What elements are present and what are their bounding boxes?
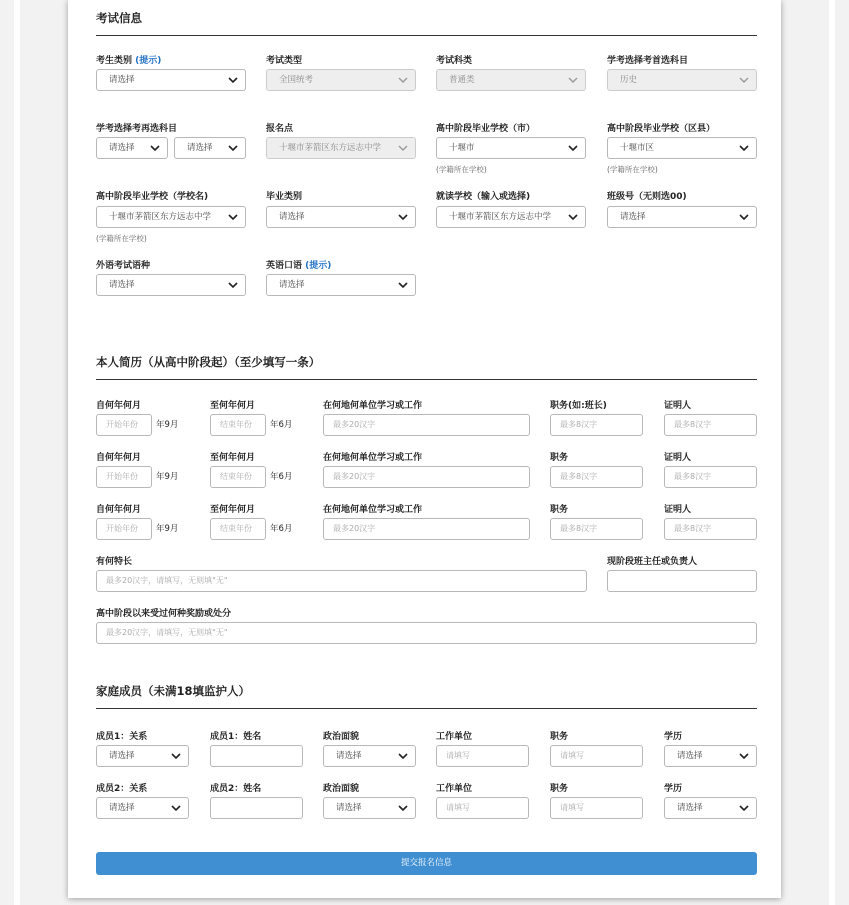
oral-english-hint-link[interactable]: (提示) — [305, 261, 332, 271]
chevron-down-icon — [398, 281, 408, 289]
member-relation-label: 成员1：关系 — [96, 732, 148, 742]
member-work-input[interactable]: 请填写 — [436, 797, 529, 819]
school-city-select[interactable]: 十堰市 — [436, 137, 586, 159]
school-name-note: (学籍所在学校) — [96, 234, 147, 243]
second-subject-label: 学考选择考再选科目 — [96, 124, 178, 134]
resume-from-year-input[interactable]: 开始年份 — [96, 414, 152, 436]
resume-from-label: 自何年何月 — [96, 505, 142, 515]
resume-to-label: 至何年何月 — [210, 401, 256, 411]
resume-witness-label: 证明人 — [664, 401, 692, 411]
resume-to-year-input[interactable]: 结束年份 — [210, 414, 266, 436]
member-edu-select[interactable]: 请选择 — [664, 797, 757, 819]
resume-place-label: 在何地何单位学习或工作 — [323, 453, 423, 463]
resume-from-label: 自何年何月 — [96, 453, 142, 463]
attend-school-label: 就读学校（输入或选择) — [436, 192, 531, 202]
member-relation-select[interactable]: 请选择 — [96, 797, 189, 819]
grad-type-select[interactable]: 请选择 — [266, 206, 416, 228]
chevron-down-icon — [739, 76, 749, 84]
school-name-select[interactable]: 十堰市茅箭区东方远志中学 — [96, 206, 246, 228]
member-duty-label: 职务 — [550, 732, 569, 742]
resume-witness-input[interactable]: 最多8汉字 — [664, 466, 757, 488]
chevron-down-icon — [171, 804, 181, 812]
teacher-label: 现阶段班主任或负责人 — [607, 557, 698, 567]
resume-from-year-input[interactable]: 开始年份 — [96, 518, 152, 540]
chevron-down-icon — [739, 144, 749, 152]
oral-english-label: 英语口语 (提示) — [266, 261, 332, 271]
resume-duty-input[interactable]: 最多8汉字 — [550, 414, 643, 436]
resume-witness-label: 证明人 — [664, 453, 692, 463]
exam-info-heading: 考试信息 — [96, 10, 757, 36]
right-page-rail — [829, 0, 835, 905]
chevron-down-icon — [150, 144, 160, 152]
resume-to-year-input[interactable]: 结束年份 — [210, 466, 266, 488]
resume-place-label: 在何地何单位学习或工作 — [323, 505, 423, 515]
chevron-down-icon — [171, 752, 181, 760]
venue-select: 十堰市茅箭区东方远志中学 — [266, 137, 416, 159]
member-name-input[interactable] — [210, 797, 303, 819]
chevron-down-icon — [739, 752, 749, 760]
from-month-suffix: 年9月 — [156, 524, 179, 534]
resume-duty-label: 职务 — [550, 453, 569, 463]
member-work-input[interactable]: 请填写 — [436, 745, 529, 767]
chevron-down-icon — [228, 144, 238, 152]
exam-type-label: 考试类型 — [266, 56, 303, 66]
resume-heading: 本人简历（从高中阶段起）（至少填写一条） — [96, 354, 757, 380]
from-month-suffix: 年9月 — [156, 420, 179, 430]
class-no-select[interactable]: 请选择 — [607, 206, 757, 228]
member-work-label: 工作单位 — [436, 732, 473, 742]
venue-label: 报名点 — [266, 124, 294, 134]
resume-witness-input[interactable]: 最多8汉字 — [664, 518, 757, 540]
chevron-down-icon — [228, 76, 238, 84]
exam-type-select: 全国统考 — [266, 69, 416, 91]
member-political-select[interactable]: 请选择 — [323, 797, 416, 819]
chevron-down-icon — [398, 752, 408, 760]
chevron-down-icon — [568, 144, 578, 152]
school-district-note: (学籍所在学校) — [607, 165, 658, 174]
school-name-label: 高中阶段毕业学校（学校名) — [96, 192, 209, 202]
attend-school-select[interactable]: 十堰市茅箭区东方远志中学 — [436, 206, 586, 228]
chevron-down-icon — [739, 213, 749, 221]
exam-subject-select: 普通类 — [436, 69, 586, 91]
member-relation-label: 成员2：关系 — [96, 784, 148, 794]
school-district-label: 高中阶段毕业学校（区县） — [607, 124, 716, 134]
registration-form-card — [68, 0, 781, 898]
chevron-down-icon — [398, 213, 408, 221]
candidate-type-select[interactable]: 请选择 — [96, 69, 246, 91]
member-relation-select[interactable]: 请选择 — [96, 745, 189, 767]
foreign-lang-label: 外语考试语种 — [96, 261, 151, 271]
second-subject-select-2[interactable]: 请选择 — [174, 137, 246, 159]
chevron-down-icon — [228, 281, 238, 289]
member-duty-input[interactable]: 请填写 — [550, 745, 643, 767]
chevron-down-icon — [398, 76, 408, 84]
member-edu-label: 学历 — [664, 732, 683, 742]
member-edu-label: 学历 — [664, 784, 683, 794]
oral-english-select[interactable]: 请选择 — [266, 274, 416, 296]
foreign-lang-select[interactable]: 请选择 — [96, 274, 246, 296]
resume-from-year-input[interactable]: 开始年份 — [96, 466, 152, 488]
school-district-select[interactable]: 十堰市区 — [607, 137, 757, 159]
first-subject-label: 学考选择考首选科目 — [607, 56, 689, 66]
chevron-down-icon — [568, 76, 578, 84]
member-duty-label: 职务 — [550, 784, 569, 794]
resume-duty-label: 职务 — [550, 505, 569, 515]
from-month-suffix: 年9月 — [156, 472, 179, 482]
specialty-label: 有何特长 — [96, 557, 133, 567]
grad-type-label: 毕业类别 — [266, 192, 303, 202]
resume-duty-input[interactable]: 最多8汉字 — [550, 518, 643, 540]
resume-to-label: 至何年何月 — [210, 505, 256, 515]
member-work-label: 工作单位 — [436, 784, 473, 794]
to-month-suffix: 年6月 — [270, 524, 293, 534]
class-no-label: 班级号（无则选00) — [607, 192, 687, 202]
resume-from-label: 自何年何月 — [96, 401, 142, 411]
member-name-label: 成员2：姓名 — [210, 784, 262, 794]
resume-duty-label: 职务(如:班长) — [550, 401, 607, 411]
to-month-suffix: 年6月 — [270, 420, 293, 430]
submit-button[interactable]: 提交报名信息 — [96, 852, 757, 875]
chevron-down-icon — [398, 804, 408, 812]
to-month-suffix: 年6月 — [270, 472, 293, 482]
chevron-down-icon — [739, 804, 749, 812]
resume-place-input[interactable]: 最多20汉字 — [323, 518, 530, 540]
specialty-input[interactable]: 最多20汉字，请填写，无则填"无" — [96, 570, 587, 592]
resume-place-input[interactable]: 最多20汉字 — [323, 466, 530, 488]
resume-place-input[interactable]: 最多20汉字 — [323, 414, 530, 436]
chevron-down-icon — [398, 144, 408, 152]
member-name-label: 成员1：姓名 — [210, 732, 262, 742]
candidate-type-label: 考生类别 (提示) — [96, 56, 162, 66]
member-name-input[interactable] — [210, 745, 303, 767]
awards-input[interactable]: 最多20汉字，请填写，无则填"无" — [96, 622, 757, 644]
teacher-input[interactable] — [607, 570, 757, 592]
candidate-type-hint-link[interactable]: (提示) — [135, 56, 162, 66]
school-city-label: 高中阶段毕业学校（市） — [436, 124, 536, 134]
member-political-label: 政治面貌 — [323, 732, 360, 742]
awards-label: 高中阶段以来受过何种奖励或处分 — [96, 609, 232, 619]
exam-subject-label: 考试科类 — [436, 56, 473, 66]
resume-to-label: 至何年何月 — [210, 453, 256, 463]
member-edu-select[interactable]: 请选择 — [664, 745, 757, 767]
resume-witness-label: 证明人 — [664, 505, 692, 515]
school-city-note: (学籍所在学校) — [436, 165, 487, 174]
resume-place-label: 在何地何单位学习或工作 — [323, 401, 423, 411]
family-heading: 家庭成员（未满18填监护人） — [96, 683, 757, 709]
resume-to-year-input[interactable]: 结束年份 — [210, 518, 266, 540]
first-subject-select: 历史 — [607, 69, 757, 91]
chevron-down-icon — [568, 213, 578, 221]
resume-duty-input[interactable]: 最多8汉字 — [550, 466, 643, 488]
member-political-select[interactable]: 请选择 — [323, 745, 416, 767]
second-subject-select-1[interactable]: 请选择 — [96, 137, 168, 159]
resume-witness-input[interactable]: 最多8汉字 — [664, 414, 757, 436]
member-political-label: 政治面貌 — [323, 784, 360, 794]
chevron-down-icon — [228, 213, 238, 221]
member-duty-input[interactable]: 请填写 — [550, 797, 643, 819]
left-page-rail — [14, 0, 20, 905]
